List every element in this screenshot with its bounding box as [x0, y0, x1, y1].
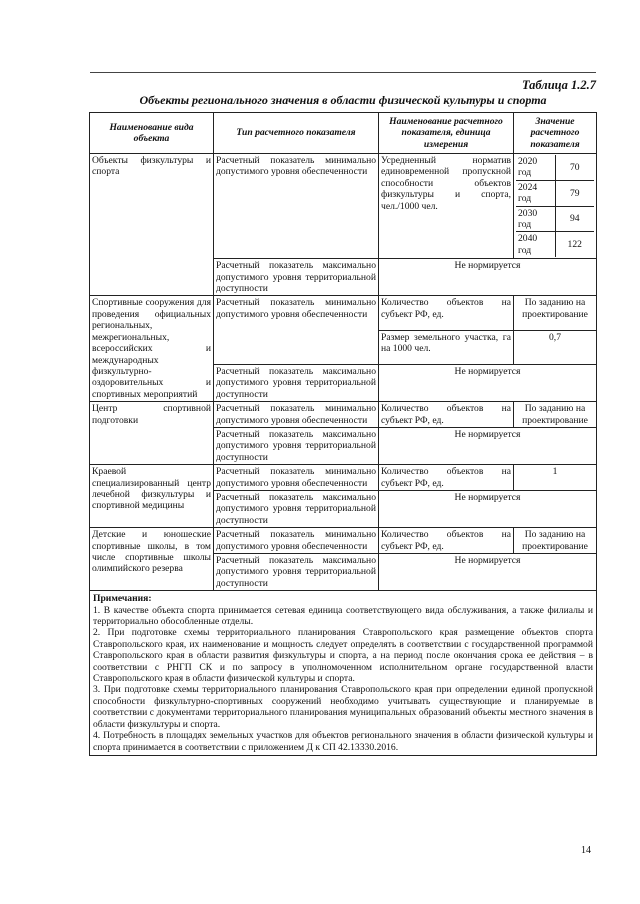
indicator-name-cell: Усредненный норматив единовременной пропускной способности объектов физкультуры и спорта, чел./1000 чел. — [379, 154, 514, 259]
facilities-table — [89, 112, 597, 756]
header-indicator-name: Наименование расчетного показателя, единица измерения — [379, 113, 514, 154]
table-row — [90, 296, 597, 330]
indicator-value-cell: По заданию на проектирование — [514, 528, 597, 554]
year-label: 2030 год — [516, 206, 555, 232]
object-name-cell: Объекты физкультуры и спорта — [90, 154, 214, 296]
indicator-type-cell: Расчетный показатель минимально допустимого уровня обеспеченности — [214, 402, 379, 428]
table-row — [90, 465, 597, 491]
indicator-name-cell: Размер земельного участка, га на 1000 чел. — [379, 330, 514, 364]
year-value: 122 — [555, 232, 594, 257]
header-object-type: Наименование вида объекта — [90, 113, 214, 154]
indicator-name-cell: Количество объектов на субъект РФ, ед. — [379, 528, 514, 554]
year-label: 2020 год — [516, 155, 555, 180]
object-name-cell: Спортивные сооружения для проведения официальных региональных, межрегиональных, всероссийских и международных физкультурно-оздоровительных и спортивных мероприятий — [90, 296, 214, 402]
indicator-type-cell: Расчетный показатель минимально допустимого уровня обеспеченности — [214, 296, 379, 364]
object-name-cell: Детские и юношеские спортивные школы, в том числе спортивные школы олимпийского резерва — [90, 528, 214, 591]
notes-cell — [90, 591, 597, 756]
indicator-value-cell: По заданию на проектирование — [514, 402, 597, 428]
table-row — [90, 154, 597, 259]
header-indicator-type: Тип расчетного показателя — [214, 113, 379, 154]
object-name-cell: Краевой специализированный центр лечебной физкультуры и спортивной медицины — [90, 465, 214, 528]
indicator-years-cell — [514, 154, 597, 259]
years-table — [516, 155, 594, 257]
indicator-name-cell: Количество объектов на субъект РФ, ед. — [379, 402, 514, 428]
indicator-type-cell: Расчетный показатель минимально допустимого уровня обеспеченности — [214, 528, 379, 554]
page-number: 14 — [581, 845, 591, 856]
indicator-name-cell: Количество объектов на субъект РФ, ед. — [379, 296, 514, 330]
notes-title: Примечания: — [93, 593, 152, 605]
object-name-cell: Центр спортивной подготовки — [90, 402, 214, 465]
table-row — [90, 528, 597, 554]
indicator-type-cell: Расчетный показатель максимально допустимого уровня территориальной доступности — [214, 490, 379, 527]
indicator-name-cell: Количество объектов на субъект РФ, ед. — [379, 465, 514, 491]
indicator-value-cell: 1 — [514, 465, 597, 491]
indicator-type-cell: Расчетный показатель минимально допустимого уровня обеспеченности — [214, 465, 379, 491]
indicator-type-cell: Расчетный показатель максимально допустимого уровня территориальной доступности — [214, 554, 379, 591]
indicator-type-cell: Расчетный показатель максимально допустимого уровня территориальной доступности — [214, 427, 379, 464]
header-indicator-value: Значение расчетного показателя — [514, 113, 597, 154]
indicator-value-cell: Не нормируется — [379, 259, 597, 296]
table-label: Таблица 1.2.7 — [521, 78, 596, 92]
year-row — [516, 206, 594, 232]
year-value: 70 — [555, 155, 594, 180]
year-value: 94 — [555, 206, 594, 232]
indicator-value-cell: По заданию на проектирование — [514, 296, 597, 330]
top-rule — [90, 72, 596, 73]
note-item: 4. Потребность в площадях земельных участков для объектов регионального значения в области физической культуры и спорта принимается в соответствии с приложением Д к СП 42.13330.2016. — [93, 730, 593, 753]
note-item: 3. При подготовке схемы территориального планирования Ставропольского края при определении единой пропускной способности физкультурно-спортивных сооружений необходимо учитывать существующие и планируемые в соответствии с документами территориального планирования муниципальных образований объекты местного значения в области физкультуры и спорта. — [93, 684, 593, 730]
indicator-value-cell: Не нормируется — [379, 364, 597, 401]
indicator-value-cell: Не нормируется — [379, 427, 597, 464]
indicator-type-cell: Расчетный показатель максимально допустимого уровня территориальной доступности — [214, 259, 379, 296]
note-item: 1. В качестве объекта спорта принимается сетевая единица соответствующего вида обслуживания, а также филиалы и территориально обособленные отделы. — [93, 604, 593, 628]
year-row — [516, 155, 594, 180]
note-item: 2. При подготовке схемы территориального планирования Ставропольского края размещение объектов спорта Ставропольского края, их наименование и мощность следует определять в соответствии с государственной программой Ставропольского края в области развития физкультуры и спорта, а на период после окончания срока ее действия – в соответствии с РНГП СК и по запросу в уполномоченном исполнительном органе государственной власти Ставропольского края в области физической культуры и спорта. — [93, 627, 593, 685]
year-row — [516, 232, 594, 257]
notes-row — [90, 591, 597, 756]
year-value: 79 — [555, 180, 594, 206]
year-row — [516, 180, 594, 206]
indicator-value-cell: 0,7 — [514, 330, 597, 364]
year-label: 2040 год — [518, 233, 538, 256]
indicator-value-cell: Не нормируется — [379, 554, 597, 591]
indicator-type-cell: Расчетный показатель максимально допустимого уровня территориальной доступности — [214, 364, 379, 401]
indicator-value-cell: Не нормируется — [379, 490, 597, 527]
year-label: 2024 год — [516, 180, 555, 206]
indicator-type-cell: Расчетный показатель минимально допустимого уровня обеспеченности — [214, 154, 379, 259]
table-row — [90, 402, 597, 428]
table-header-row — [90, 113, 597, 154]
table-title: Объекты регионального значения в области физической культуры и спорта — [139, 93, 547, 107]
